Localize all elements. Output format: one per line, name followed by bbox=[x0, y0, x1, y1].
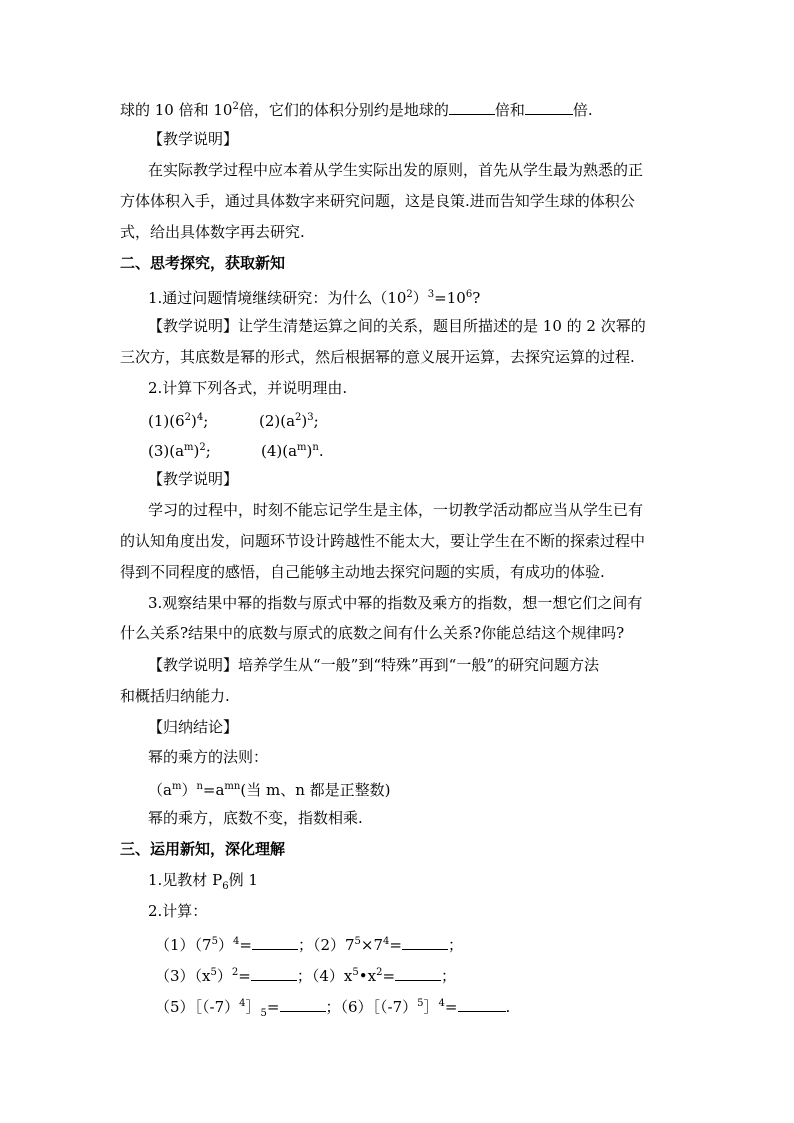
text: = bbox=[389, 936, 402, 954]
superscript: n bbox=[196, 781, 203, 792]
exercise-row bbox=[261, 437, 324, 462]
superscript: n bbox=[312, 442, 319, 453]
text: =a bbox=[202, 781, 225, 799]
answer-blank bbox=[252, 935, 298, 950]
paragraph-line: 在实际教学过程中应本着从学生实际出发的原则，首先从学生最为熟悉的正 bbox=[148, 161, 644, 179]
section-heading: 二、思考探究，获取新知 bbox=[120, 254, 286, 272]
superscript: 2 bbox=[232, 101, 239, 112]
text: = bbox=[382, 967, 396, 985]
paragraph-line: 幂的乘方，底数不变，指数相乘. bbox=[148, 809, 363, 827]
superscript: m bbox=[171, 781, 182, 792]
text: •x bbox=[358, 967, 377, 985]
paragraph-line: 方体体积入手，通过具体数字来研究问题，这是良策.进而告知学生球的体积公 bbox=[120, 192, 635, 210]
calc-row bbox=[155, 962, 456, 987]
text: = bbox=[239, 936, 252, 954]
superscript: 5 bbox=[210, 967, 217, 978]
text: ? bbox=[472, 289, 481, 307]
text: (4)(a bbox=[261, 442, 298, 460]
application-item: 2.计算： bbox=[148, 902, 208, 920]
text: ; bbox=[203, 412, 209, 430]
paragraph-line: 和概括归纳能力. bbox=[120, 687, 230, 705]
text: . bbox=[505, 998, 511, 1016]
text: （1）（7 bbox=[155, 936, 212, 954]
text: ） bbox=[217, 936, 233, 954]
text: ） bbox=[181, 781, 197, 799]
text: 1.见教材 P bbox=[148, 871, 223, 889]
text: 倍. bbox=[572, 101, 593, 119]
text: (当 m、n 都是正整数) bbox=[240, 781, 391, 799]
superscript: 5 bbox=[354, 936, 361, 947]
text: 球的 10 倍和 10 bbox=[120, 101, 233, 119]
answer-blank bbox=[251, 966, 297, 981]
superscript: 2 bbox=[376, 967, 383, 978]
text: （3）（x bbox=[155, 967, 211, 985]
superscript: mn bbox=[224, 781, 241, 792]
paragraph-line: 幂的乘方的法则： bbox=[148, 748, 269, 766]
exercise-row bbox=[259, 407, 319, 432]
superscript: 4 bbox=[196, 412, 204, 423]
text: ；（6）［（-7） bbox=[325, 998, 418, 1016]
text: . bbox=[318, 442, 324, 460]
superscript: 4 bbox=[383, 936, 390, 947]
superscript: 5 bbox=[211, 936, 218, 947]
superscript: 2 bbox=[295, 412, 302, 423]
paragraph-line: 3.观察结果中幂的指数与原式中幂的指数及乘方的指数，想一想它们之间有 bbox=[148, 594, 643, 612]
text: ; bbox=[313, 412, 319, 430]
text: ） bbox=[412, 289, 428, 307]
text: ) bbox=[301, 412, 308, 430]
exercise-row bbox=[148, 407, 208, 432]
superscript: 4 bbox=[438, 998, 445, 1009]
text: ) bbox=[193, 442, 200, 460]
formula-line bbox=[148, 776, 391, 801]
answer-blank bbox=[525, 100, 573, 115]
answer-blank bbox=[280, 997, 326, 1012]
text: ；（2）7 bbox=[297, 936, 355, 954]
answer-blank bbox=[449, 100, 495, 115]
text: 例 1 bbox=[228, 871, 258, 889]
application-item bbox=[148, 869, 258, 898]
answer-blank bbox=[395, 966, 441, 981]
text: ) bbox=[191, 412, 197, 430]
paragraph-line: 式，给出具体数字再去研究. bbox=[120, 223, 305, 241]
superscript: m bbox=[184, 442, 194, 453]
text: （5）［（-7） bbox=[155, 998, 240, 1016]
superscript: 3 bbox=[427, 289, 435, 300]
exercise-row bbox=[148, 437, 211, 462]
text: =10 bbox=[434, 289, 466, 307]
superscript: 6 bbox=[465, 289, 473, 300]
subscript: 5 bbox=[260, 1008, 267, 1019]
text: ； bbox=[447, 936, 463, 954]
superscript: 4 bbox=[239, 998, 246, 1009]
text: ) bbox=[306, 442, 313, 460]
paragraph-line: 什么关系?结果中的底数与原式的底数之间有什么关系?你能总结这个规律吗? bbox=[120, 624, 625, 642]
text: (2)(a bbox=[259, 412, 296, 430]
teaching-note-heading: 【教学说明】 bbox=[148, 470, 239, 488]
paragraph-line: 【教学说明】让学生清楚运算之间的关系，题目所描述的是 10 的 2 次幂的 bbox=[148, 317, 646, 335]
answer-blank bbox=[402, 935, 448, 950]
superscript: 4 bbox=[232, 936, 240, 947]
paragraph-line: 得到不同程度的感悟，自己能够主动地去探究问题的实质，有成功的体验. bbox=[120, 563, 605, 581]
section-heading: 三、运用新知，深化理解 bbox=[120, 840, 286, 858]
calc-row bbox=[155, 931, 463, 956]
text: ；（4）x bbox=[296, 967, 353, 985]
paragraph-line: 的认知角度出发，问题环节设计跨越性不能太大，要让学生在不断的探索过程中 bbox=[120, 532, 646, 550]
calc-row bbox=[155, 993, 510, 1025]
text: 倍和 bbox=[494, 101, 525, 119]
paragraph-line: 学习的过程中，时刻不能忘记学生是主体，一切教学活动都应当从学生已有 bbox=[148, 501, 644, 519]
paragraph-line: 三次方，其底数是幂的形式，然后根据幂的意义展开运算，去探究运算的过程. bbox=[120, 348, 635, 366]
superscript: 2 bbox=[199, 442, 206, 453]
text: 倍，它们的体积分别约是地球的 bbox=[238, 101, 449, 119]
superscript: 5 bbox=[352, 967, 359, 978]
text: (3)(a bbox=[148, 442, 185, 460]
text: （a bbox=[148, 781, 172, 799]
superscript: 2 bbox=[231, 967, 239, 978]
text: ） bbox=[216, 967, 232, 985]
conclusion-heading: 【归纳结论】 bbox=[148, 718, 239, 736]
teaching-note-heading: 【教学说明】 bbox=[148, 130, 239, 148]
paragraph-line: 【教学说明】培养学生从“一般”到“特殊”再到“一般”的研究问题方法 bbox=[148, 656, 600, 674]
text: = bbox=[266, 998, 280, 1016]
text: ］ bbox=[245, 998, 261, 1016]
superscript: 2 bbox=[184, 412, 192, 423]
superscript: 5 bbox=[417, 998, 424, 1009]
subscript: 6 bbox=[222, 881, 229, 892]
text: ； bbox=[441, 967, 457, 985]
question-1 bbox=[148, 284, 480, 309]
intro-line bbox=[120, 96, 593, 121]
text: 1.通过问题情境继续研究：为什么（10 bbox=[148, 289, 407, 307]
answer-blank bbox=[458, 997, 506, 1012]
text: = bbox=[238, 967, 251, 985]
superscript: 3 bbox=[307, 412, 314, 423]
superscript: 2 bbox=[406, 289, 413, 300]
text: = bbox=[444, 998, 458, 1016]
text: ; bbox=[205, 442, 211, 460]
text: ×7 bbox=[360, 936, 384, 954]
superscript: m bbox=[297, 442, 307, 453]
question-2: 2.计算下列各式，并说明理由. bbox=[148, 379, 348, 397]
text: (1)(6 bbox=[148, 412, 185, 430]
text: ］ bbox=[423, 998, 439, 1016]
